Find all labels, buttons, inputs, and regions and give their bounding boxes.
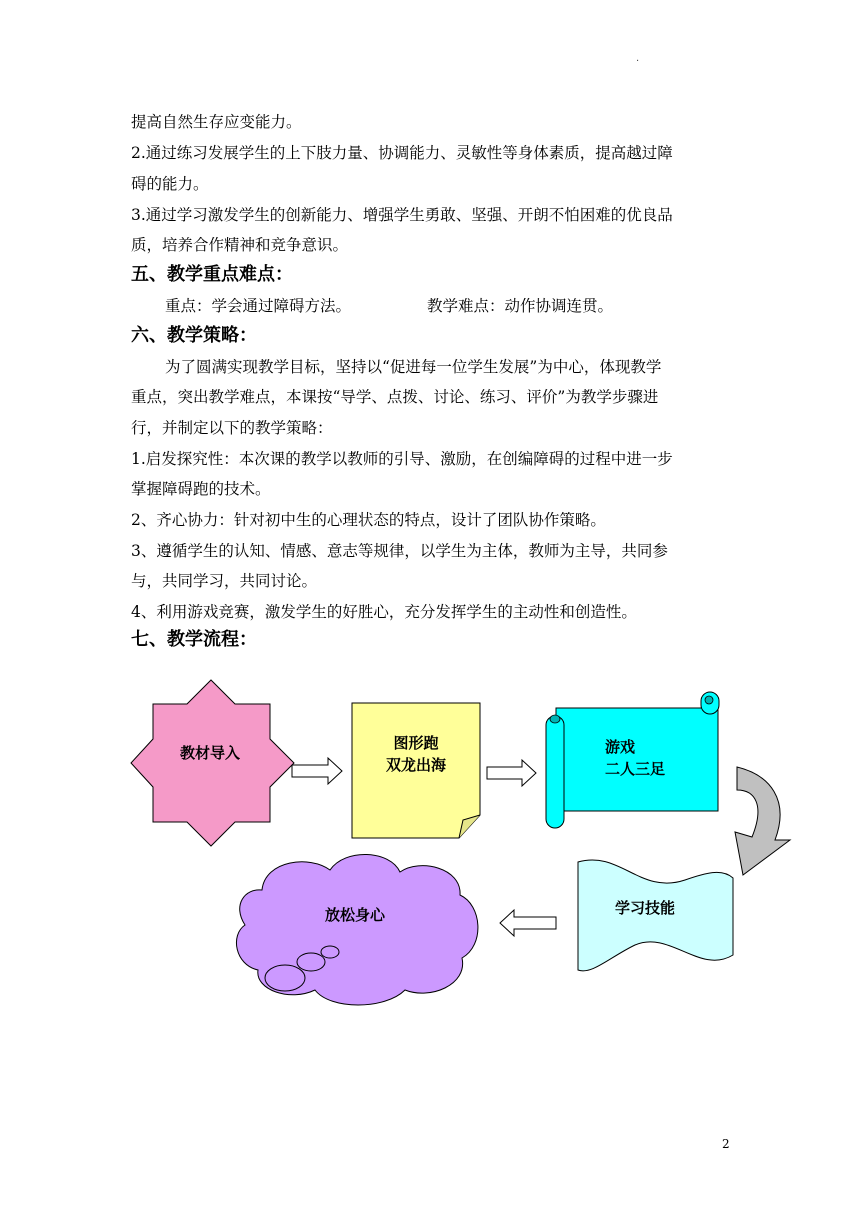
page-dot-mark: · xyxy=(636,56,640,67)
flow-step-3-label-line2: 二人三足 xyxy=(604,760,665,778)
text-line: 为了圆满实现教学目标，坚持以“促进每一位学生发展”为中心，体现教学 xyxy=(165,358,662,376)
difficulty-text: 教学难点：动作协调连贯。 xyxy=(427,297,614,315)
key-point-text: 重点：学会通过障碍方法。 xyxy=(165,297,352,315)
text-line: 2、齐心协力：针对初中生的心理状态的特点，设计了团队协作策略。 xyxy=(131,511,606,529)
text-line: 质，培养合作精神和竞争意识。 xyxy=(131,236,349,254)
text-line: 重点，突出教学难点，本课按“导学、点拨、讨论、练习、评价”为教学步骤进 xyxy=(131,388,659,406)
section-7-heading: 七、教学流程： xyxy=(131,629,257,650)
section-6-heading: 六、教学策略： xyxy=(131,325,257,346)
cloud-bubble-small xyxy=(321,946,339,958)
text-line: 1.启发探究性：本次课的教学以教师的引导、激励，在创编障碍的过程中进一步 xyxy=(131,450,673,468)
text-line: 3.通过学习激发学生的创新能力、增强学生勇敢、坚强、开朗不怕困难的优良品 xyxy=(131,206,673,224)
flow-step-2-label-line2: 双龙出海 xyxy=(385,756,446,774)
flow-step-5-label: 放松身心 xyxy=(324,906,385,924)
text-line: 2.通过练习发展学生的上下肢力量、协调能力、灵敏性等身体素质，提高越过障 xyxy=(131,144,673,162)
text-line: 碍的能力。 xyxy=(131,175,209,193)
text-line: 3、遵循学生的认知、情感、意志等规律，以学生为主体，教师为主导，共同参 xyxy=(131,542,668,560)
flow-curved-arrow xyxy=(735,767,790,875)
flow-step-2-label-line1: 图形跑 xyxy=(393,734,439,752)
text-line: 行，并制定以下的教学策略： xyxy=(131,419,333,437)
section-5-heading: 五、教学重点难点： xyxy=(131,264,293,285)
flow-star-shape xyxy=(131,680,294,846)
text-line: 提高自然生存应变能力。 xyxy=(131,113,302,131)
flow-arrow-right-1 xyxy=(292,758,342,784)
flow-step-1-label: 教材导入 xyxy=(179,744,240,762)
flow-arrow-right-2 xyxy=(487,760,536,786)
text-line: 4、利用游戏竞赛，激发学生的好胜心，充分发挥学生的主动性和创造性。 xyxy=(131,603,637,621)
flow-arrow-left xyxy=(500,910,556,936)
flow-step-3-label-line1: 游戏 xyxy=(604,738,635,756)
cloud-bubble-large xyxy=(265,965,305,991)
cloud-bubble-medium xyxy=(297,953,325,971)
page-number: 2 xyxy=(722,1137,730,1151)
text-line: 掌握障碍跑的技术。 xyxy=(131,480,271,498)
text-line: 与，共同学习，共同讨论。 xyxy=(131,572,318,590)
flow-step-4-label: 学习技能 xyxy=(614,899,675,917)
